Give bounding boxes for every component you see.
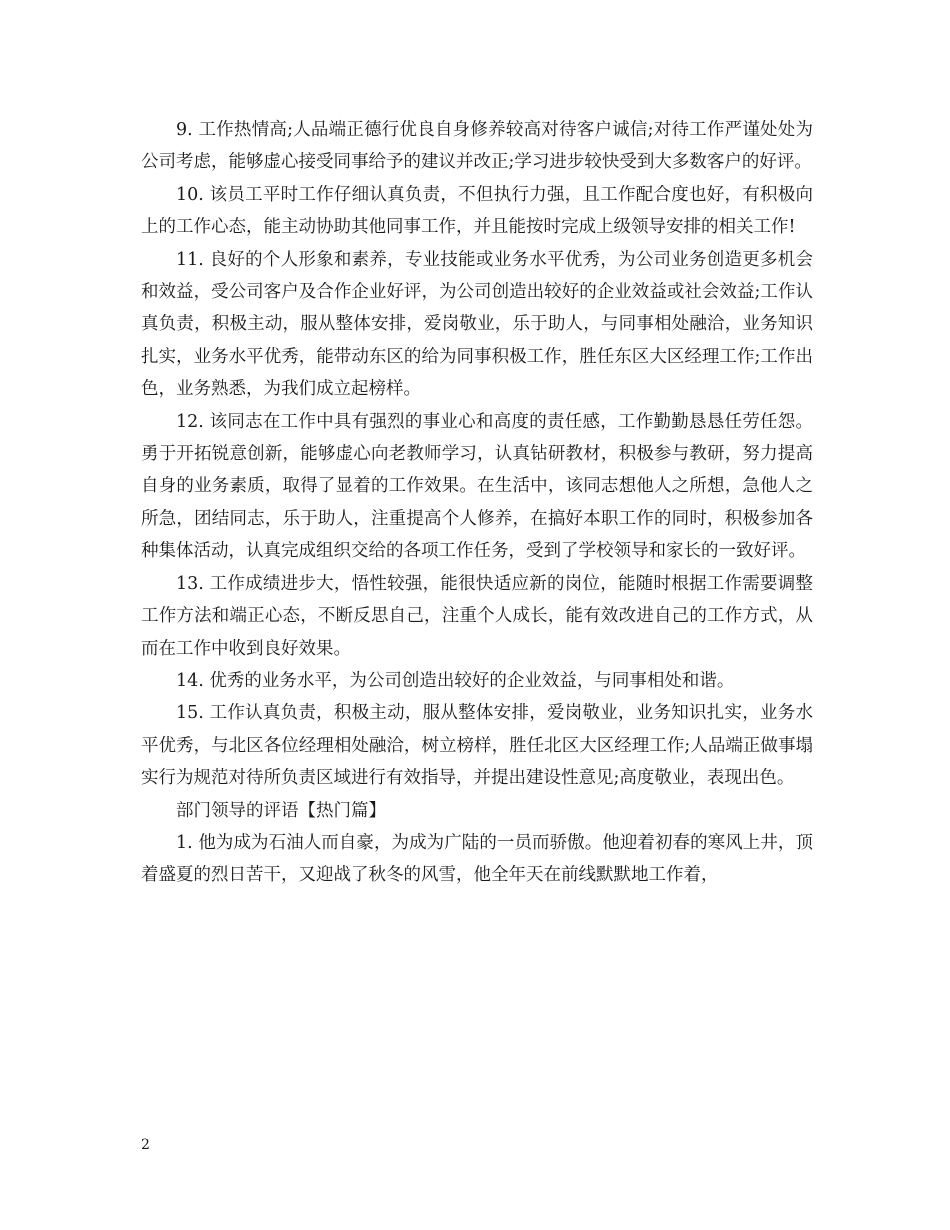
paragraph-item-13: 13. 工作成绩进步大，悟性较强，能很快适应新的岗位，能随时根据工作需要调整工作方法和端正心态，不断反思自己，注重个人成长，能有效改进自己的工作方式，从而在工作中收到良好效果。 — [141, 573, 813, 659]
paragraph-item-11: 11. 良好的个人形象和素养，专业技能或业务水平优秀，为公司业务创造更多机会和效益，受公司客户及合作企业好评，为公司创造出较好的企业效益或社会效益;工作认真负责，积极主动，服从整体安排，爱岗敬业，乐于助人，与同事相处融洽，业务知识扎实，业务水平优秀，能带动东区的给为同事积极工作，胜任东区大区经理工作;工作出色，业务熟悉，为我们成立起榜样。 — [141, 249, 813, 400]
paragraph-item-12: 12. 该同志在工作中具有强烈的事业心和高度的责任感，工作勤勤恳恳任劳任怨。勇于开拓锐意创新，能够虚心向老教师学习，认真钻研教材，积极参与教研，努力提高自身的业务素质，取得了显着的工作效果。在生活中，该同志想他人之所想，急他人之所急，团结同志，乐于助人，注重提高个人修养，在搞好本职工作的同时，积极参加各种集体活动，认真完成组织交给的各项工作任务，受到了学校领导和家长的一致好评。 — [141, 411, 813, 562]
paragraph-item-10: 10. 该员工平时工作仔细认真负责，不但执行力强，且工作配合度也好，有积极向上的工作心态，能主动协助其他同事工作，并且能按时完成上级领导安排的相关工作! — [141, 184, 813, 238]
document-body — [141, 114, 813, 892]
paragraph-item-15: 15. 工作认真负责，积极主动，服从整体安排，爱岗敬业，业务知识扎实，业务水平优秀，与北区各位经理相处融洽，树立榜样，胜任北区大区经理工作;人品端正做事塌实行为规范对待所负责区域进行有效指导，并提出建设性意见;高度敬业，表现出色。 — [141, 703, 813, 789]
paragraph-item-9: 9. 工作热情高;人品端正德行优良自身修养较高对待客户诚信;对待工作严谨处处为公司考虑，能够虚心接受同事给予的建议并改正;学习进步较快受到大多数客户的好评。 — [141, 120, 813, 173]
page-number: 2 — [141, 1137, 150, 1153]
paragraph-item-1: 1. 他为成为石油人而自豪，为成为广陆的一员而骄傲。他迎着初春的寒风上井，顶着盛夏的烈日苦干，又迎战了秋冬的风雪，他全年天在前线默默地工作着， — [141, 832, 813, 886]
paragraph-item-14: 14. 优秀的业务水平，为公司创造出较好的企业效益，与同事相处和谐。 — [176, 670, 735, 691]
section-heading: 部门领导的评语【热门篇】 — [176, 800, 386, 821]
